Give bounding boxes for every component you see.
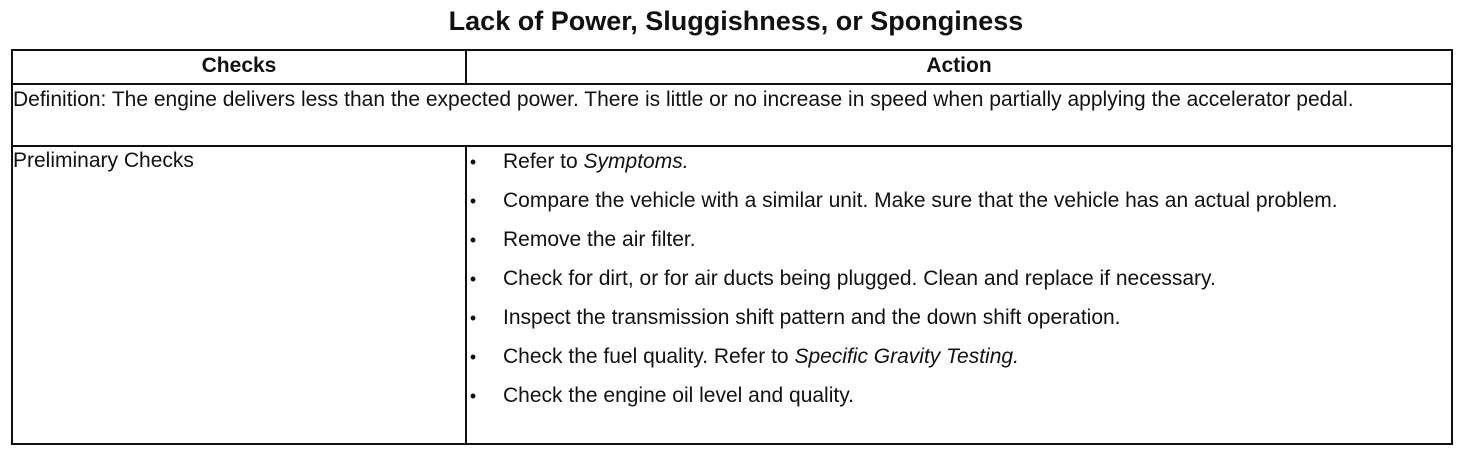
list-item <box>467 303 1451 333</box>
bullet-dot-icon: • <box>469 191 477 211</box>
reference-link-text: Symptoms. <box>583 150 689 173</box>
bullet-dot-icon: • <box>469 230 477 250</box>
list-item <box>467 381 1451 411</box>
bullet-dot-icon: • <box>469 386 477 406</box>
checks-column-header: Checks <box>12 50 466 84</box>
action-text: Check for dirt, or for air ducts being plugged. Clean and replace if necessary. <box>503 267 1216 290</box>
list-item <box>467 342 1451 372</box>
action-cell <box>466 146 1452 444</box>
action-column-header: Action <box>466 50 1452 84</box>
action-text: Remove the air filter. <box>503 228 696 251</box>
list-item <box>467 186 1451 216</box>
action-text: Inspect the transmission shift pattern and the down shift operation. <box>503 306 1121 329</box>
page-title: Lack of Power, Sluggishness, or Sponginess <box>448 6 1024 36</box>
action-list <box>467 147 1451 411</box>
action-text: Refer to <box>503 150 584 173</box>
bullet-dot-icon: • <box>469 347 477 367</box>
definition-text: Definition: The engine delivers less than the expected power. There is little or no increase in speed when partially applying the accelerator pedal. <box>12 84 1452 146</box>
list-item <box>467 225 1451 255</box>
diagnostic-table <box>11 49 1453 445</box>
check-name: Preliminary Checks <box>12 146 466 444</box>
action-text: Compare the vehicle with a similar unit. Make sure that the vehicle has an actual problem. <box>503 189 1338 212</box>
definition-row <box>12 84 1452 146</box>
table-row <box>12 146 1452 444</box>
table-header-row <box>12 50 1452 84</box>
bullet-dot-icon: • <box>469 152 477 172</box>
bullet-dot-icon: • <box>469 308 477 328</box>
list-item <box>467 147 1451 177</box>
action-text: Check the fuel quality. Refer to <box>503 345 795 368</box>
list-item <box>467 264 1451 294</box>
reference-link-text: Specific Gravity Testing. <box>794 345 1019 368</box>
action-text: Check the engine oil level and quality. <box>503 384 855 407</box>
bullet-dot-icon: • <box>469 269 477 289</box>
